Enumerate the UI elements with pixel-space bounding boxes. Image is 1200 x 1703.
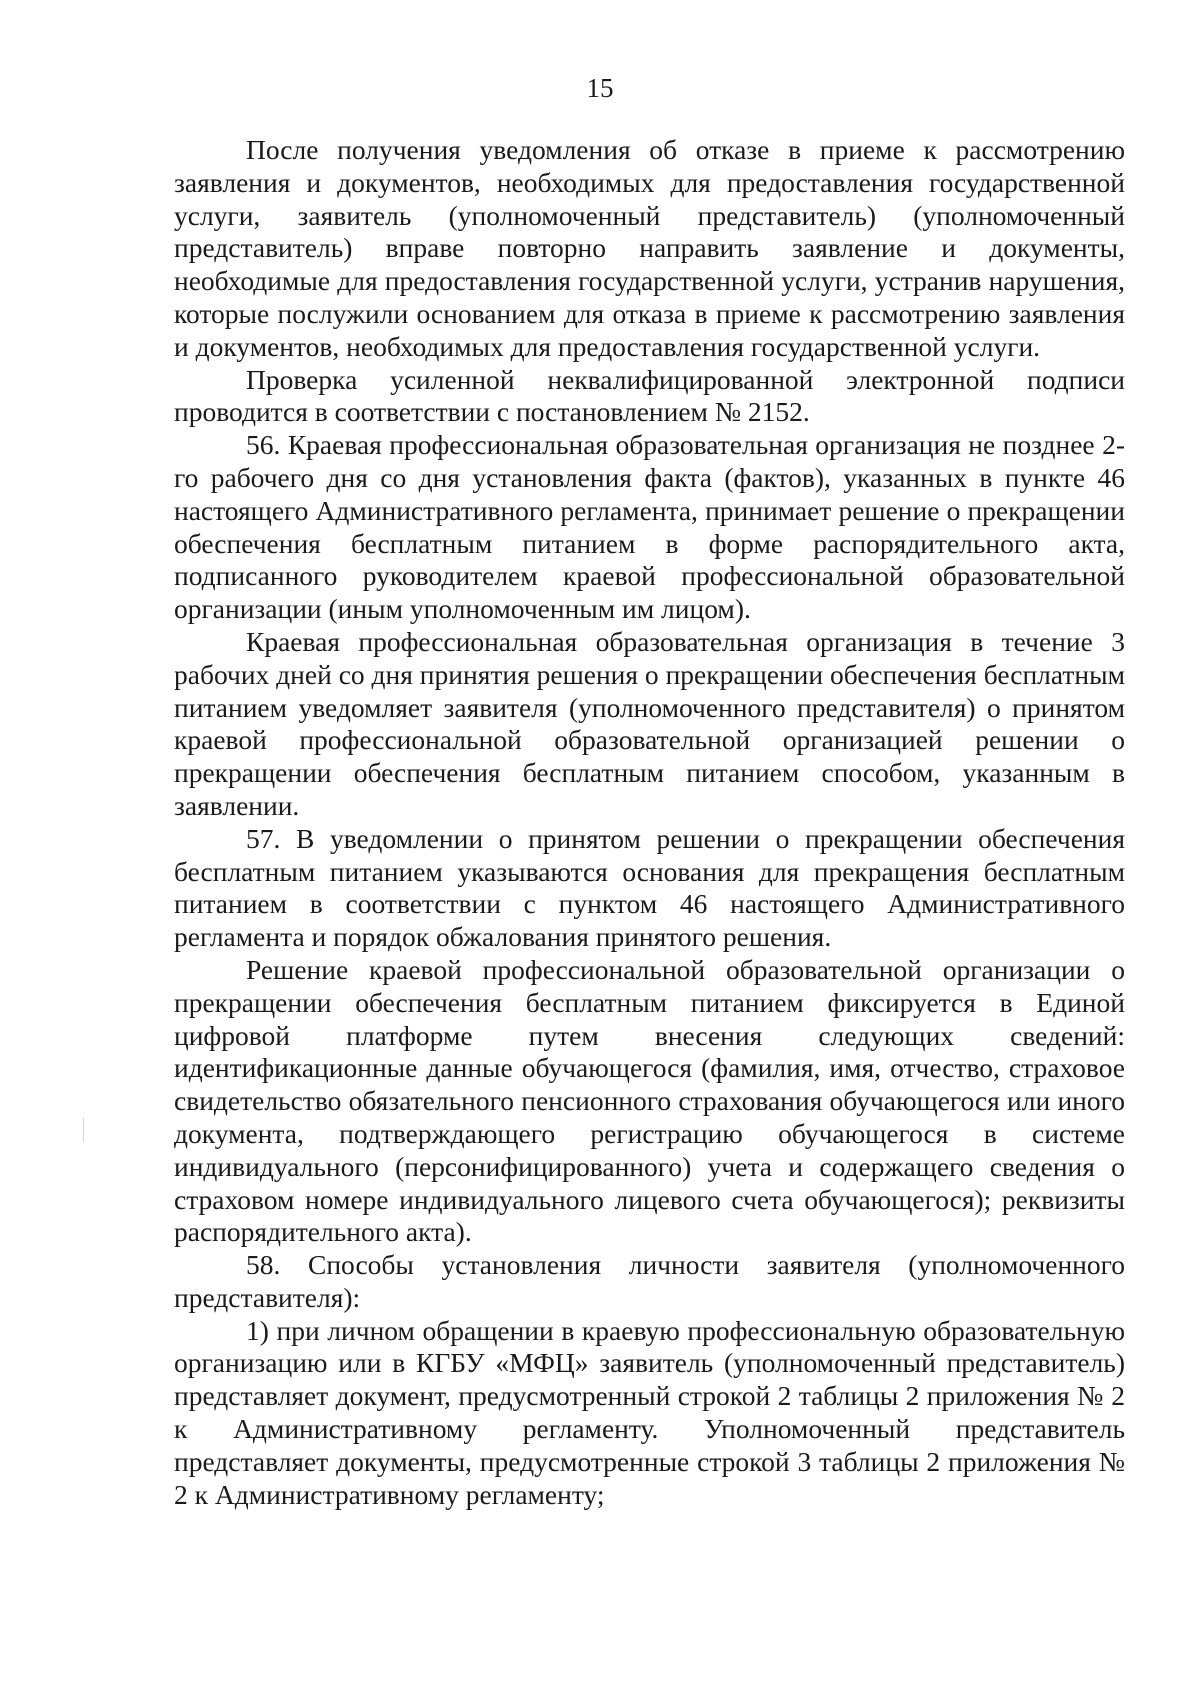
- paragraph-57: 57. В уведомлении о принятом решении о прекращении обеспечения бесплатным питанием указываются основания для прекращения бесплатным питанием в соответствии с пунктом 46 настоящего Административного регламента и порядок обжалования принятого решения.: [174, 822, 1125, 953]
- paragraph-platform-record: Решение краевой профессиональной образовательной организации о прекращении обеспечения бесплатным питанием фиксируется в Единой цифровой платформе путем внесения следующих сведений: идентификационные данные обучающегося (фамилия, имя, отчество, страховое свидетельство обязательного пенсионного страхования обучающегося или иного документа, подтверждающего регистрацию обучающегося в системе индивидуального (персонифицированного) учета и содержащего сведения о страховом номере индивидуального лицевого счета обучающегося); реквизиты распорядительного акта).: [174, 953, 1125, 1248]
- paragraph-58: 58. Способы установления личности заявителя (уполномоченного представителя):: [174, 1249, 1125, 1313]
- paragraph-notification: Краевая профессиональная образовательная организация в течение 3 рабочих дней со дня принятия решения о прекращении обеспечения бесплатным питанием уведомляет заявителя (уполномоченного представителя) о принятом краевой профессиональной образовательной организацией решении о прекращении обеспечения бесплатным питанием способом, указанным в заявлении.: [174, 625, 1125, 821]
- paragraph-58-item-1: 1) при личном обращении в краевую профессиональную образовательную организацию или в КГБУ «МФЦ» заявитель (уполномоченный представитель) представляет документ, предусмотренный строкой 2 таблицы 2 приложения № 2 к Административному регламенту. Уполномоченный представитель представляет документы, предусмотренные строкой 3 таблицы 2 приложения № 2 к Административному регламенту;: [174, 1314, 1125, 1510]
- paragraph-signature-verification: Проверка усиленной неквалифицированной электронной подписи проводится в соответствии с постановлением № 2152.: [174, 363, 1125, 428]
- scan-artifact: [83, 1118, 84, 1142]
- paragraph-refusal-resubmission: После получения уведомления об отказе в приеме к рассмотрению заявления и документов, необходимых для предоставления государственной услуги, заявитель (уполномоченный представитель) (уполномоченный представитель) вправе повторно направить заявление и документы, необходимые для предоставления государственной услуги, устранив нарушения, которые послужили основанием для отказа в приеме к рассмотрению заявления и документов, необходимых для предоставления государственной услуги.: [174, 134, 1125, 362]
- page-number: 15: [586, 73, 614, 103]
- document-body: [174, 134, 1125, 1511]
- paragraph-56: 56. Краевая профессиональная образовательная организация не позднее 2-го рабочего дня со дня установления факта (фактов), указанных в пункте 46 настоящего Административного регламента, принимает решение о прекращении обеспечения бесплатным питанием в форме распорядительного акта, подписанного руководителем краевой профессиональной образовательной организации (иным уполномоченным им лицом).: [174, 429, 1125, 625]
